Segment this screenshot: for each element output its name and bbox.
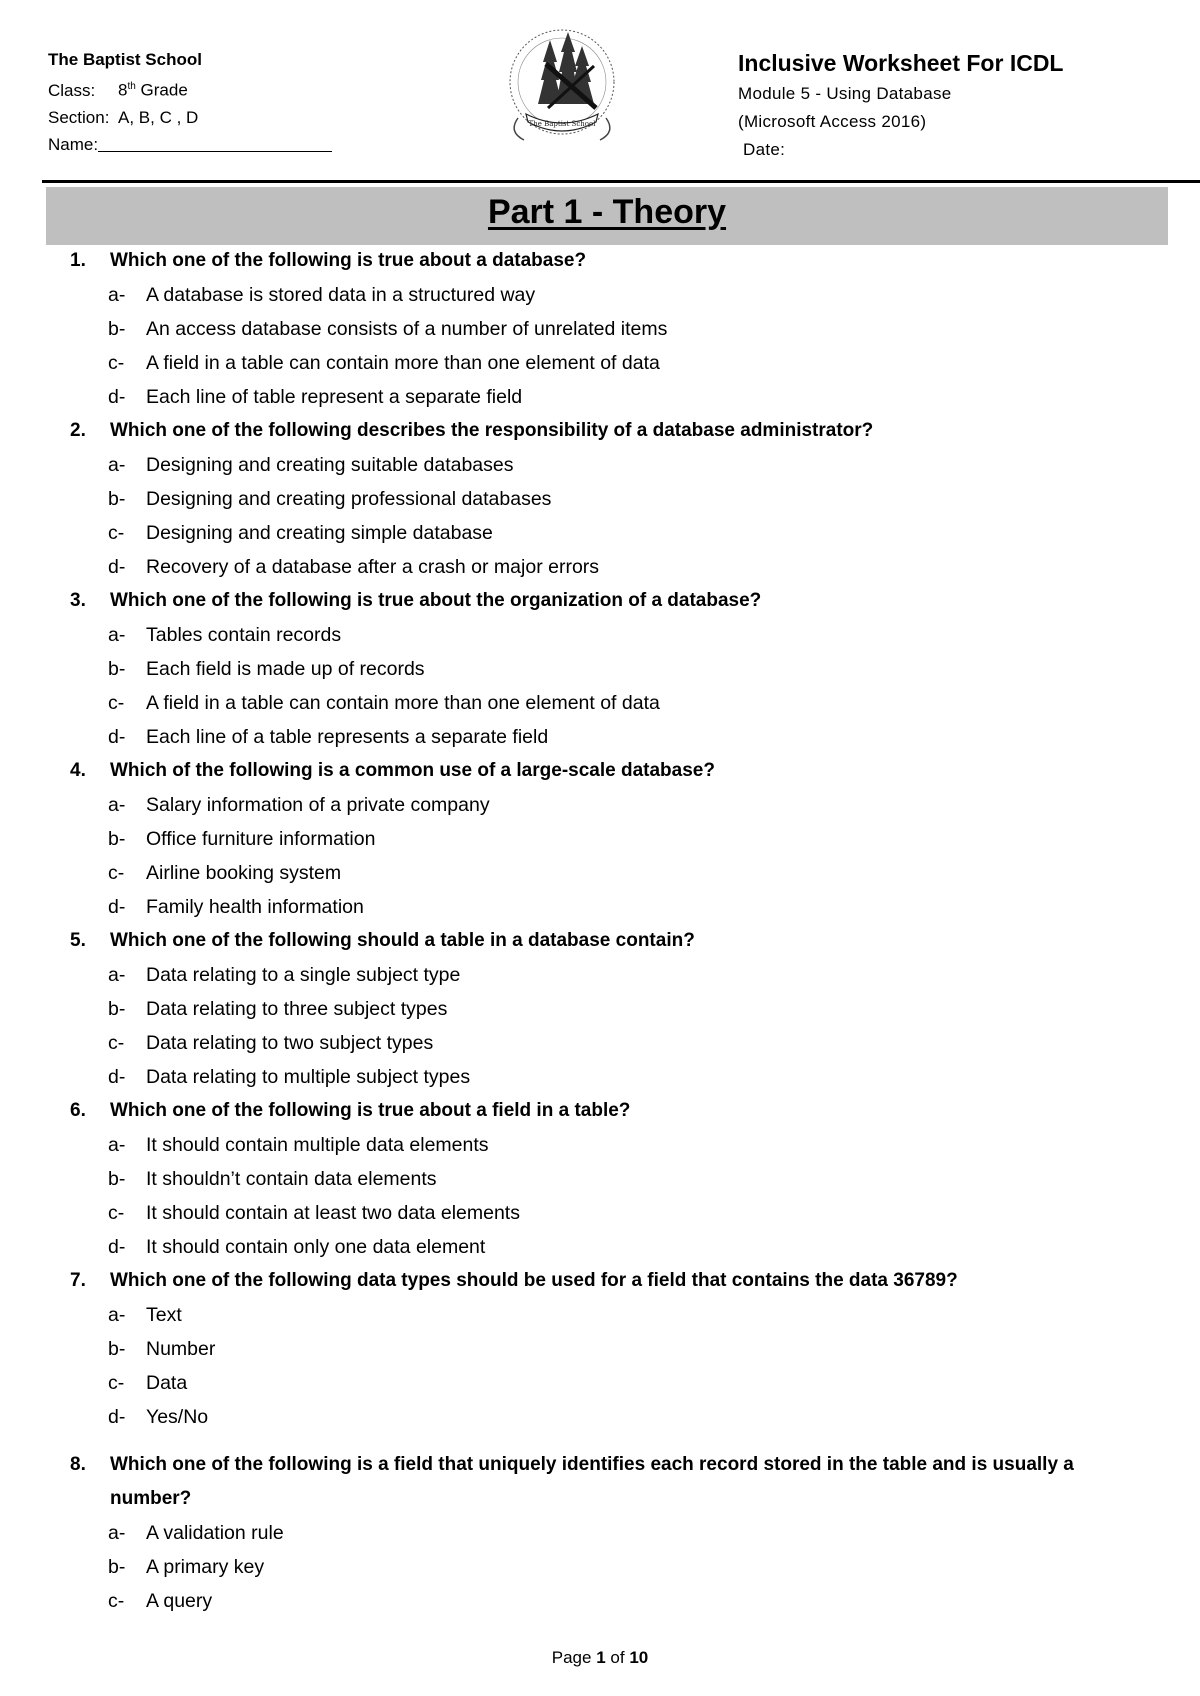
answer-option[interactable] [70,312,1160,346]
question-text: Which one of the following is true about a database? [110,250,587,271]
option-text: Each line of table represent a separate field [146,386,523,408]
option-text: Designing and creating suitable databases [146,454,514,476]
answer-option[interactable] [70,652,1160,686]
option-text: It should contain multiple data elements [146,1134,489,1156]
total-pages: 10 [629,1648,649,1667]
worksheet-header [0,0,1200,185]
option-letter: a- [108,1134,126,1156]
option-text: Designing and creating professional databases [146,488,552,510]
answer-option[interactable] [70,1230,1160,1264]
section-banner [46,187,1168,245]
option-text: Data relating to multiple subject types [146,1066,471,1088]
answer-option[interactable] [70,788,1160,822]
question-8 [70,1448,1160,1618]
question-number: 5. [70,930,86,951]
option-text: Text [146,1304,182,1326]
question-number: 6. [70,1100,86,1121]
option-text: Number [146,1338,216,1360]
option-letter: c- [108,522,125,544]
question-text: Which one of the following is a field that uniquely identifies each record stored in the table and is usually a number? [110,1454,1074,1509]
section-label: Section: [48,107,110,127]
option-text: Data relating to two subject types [146,1032,434,1054]
question-6 [70,1094,1160,1264]
page-word: Page [551,1648,592,1667]
name-field[interactable] [98,133,332,152]
option-text: Data [146,1372,188,1394]
option-text: Salary information of a private company [146,794,490,816]
option-letter: a- [108,284,126,306]
question-number: 4. [70,760,86,781]
option-text: It should contain only one data element [146,1236,486,1258]
question-number: 1. [70,250,86,271]
answer-option[interactable] [70,686,1160,720]
answer-option[interactable] [70,1332,1160,1366]
option-text: A field in a table can contain more than one element of data [146,692,660,714]
option-letter: b- [108,1338,126,1360]
answer-option[interactable] [70,992,1160,1026]
option-text: Each line of a table represents a separate field [146,726,549,748]
answer-option[interactable] [70,1516,1160,1550]
answer-option[interactable] [70,1128,1160,1162]
option-text: Airline booking system [146,862,342,884]
question-2 [70,414,1160,584]
option-text: Recovery of a database after a crash or major errors [146,556,600,578]
of-word: of [610,1648,625,1667]
question-4 [70,754,1160,924]
question-number: 2. [70,420,86,441]
option-letter: a- [108,624,126,646]
answer-option[interactable] [70,482,1160,516]
question-7 [70,1264,1160,1434]
option-letter: c- [108,1372,125,1394]
answer-option[interactable] [70,1298,1160,1332]
question-text: Which one of the following data types should be used for a field that contains the data 36789? [110,1270,958,1291]
answer-option[interactable] [70,278,1160,312]
option-text: It shouldn’t contain data elements [146,1168,437,1190]
option-text: Tables contain records [146,624,342,646]
question-text: Which of the following is a common use of a large-scale database? [110,760,715,781]
option-letter: b- [108,828,126,850]
class-grade-word: Grade [140,80,188,100]
option-text: Designing and creating simple database [146,522,493,544]
option-text: Family health information [146,896,364,918]
worksheet-info [738,46,1063,164]
option-letter: a- [108,1304,126,1326]
option-text: A validation rule [146,1522,284,1544]
option-letter: c- [108,1202,125,1224]
option-text: A primary key [146,1556,265,1578]
answer-option[interactable] [70,1366,1160,1400]
answer-option[interactable] [70,720,1160,754]
section-line [48,104,332,131]
option-letter: a- [108,964,126,986]
answer-option[interactable] [70,516,1160,550]
date-label: Date: [743,140,786,159]
option-letter: d- [108,1406,126,1428]
answer-option[interactable] [70,958,1160,992]
worksheet-title: Inclusive Worksheet For ICDL [738,50,1064,76]
class-label: Class: [48,80,96,100]
class-grade-suffix: th [127,81,136,92]
option-letter: c- [108,1590,125,1612]
answer-option[interactable] [70,448,1160,482]
student-info [48,46,332,158]
question-number: 7. [70,1270,86,1291]
question-5 [70,924,1160,1094]
option-letter: b- [108,1556,126,1578]
answer-option[interactable] [70,1584,1160,1618]
answer-option[interactable] [70,1162,1160,1196]
answer-option[interactable] [70,1400,1160,1434]
question-text: Which one of the following is true about a field in a table? [110,1100,631,1121]
section-value: A, B, C , D [118,107,199,127]
question-text: Which one of the following is true about the organization of a database? [110,590,762,611]
answer-option[interactable] [70,380,1160,414]
question-list [70,244,1160,1618]
answer-option[interactable] [70,890,1160,924]
question-number: 8. [70,1454,86,1475]
option-letter: c- [108,862,125,884]
option-text: A field in a table can contain more than one element of data [146,352,660,374]
question-text: Which one of the following should a table in a database contain? [110,930,695,951]
option-letter: d- [108,726,126,748]
answer-option[interactable] [70,346,1160,380]
question-text: Which one of the following describes the responsibility of a database administrator? [110,420,874,441]
option-letter: b- [108,658,126,680]
class-line [48,73,332,104]
option-letter: a- [108,454,126,476]
option-letter: c- [108,692,125,714]
option-text: Office furniture information [146,828,376,850]
option-letter: d- [108,386,126,408]
option-letter: b- [108,488,126,510]
option-letter: c- [108,1032,125,1054]
option-letter: b- [108,1168,126,1190]
answer-option[interactable] [70,1026,1160,1060]
option-letter: b- [108,998,126,1020]
header-divider [42,180,1200,183]
answer-option[interactable] [70,618,1160,652]
option-text: An access database consists of a number of unrelated items [146,318,668,340]
option-text: Data relating to three subject types [146,998,448,1020]
question-1 [70,244,1160,414]
spacer [70,1434,1160,1448]
logo-text: The Baptist School [528,120,596,128]
page-footer [0,1648,1200,1668]
question-number: 3. [70,590,86,611]
option-text: Data relating to a single subject type [146,964,461,986]
option-text: It should contain at least two data elements [146,1202,520,1224]
option-letter: b- [108,318,126,340]
class-grade-number: 8 [118,80,128,100]
section-title: Part 1 - Theory [487,193,727,231]
school-logo [498,22,626,150]
option-letter: d- [108,1236,126,1258]
option-letter: a- [108,794,126,816]
option-text: Each field is made up of records [146,658,425,680]
option-letter: d- [108,556,126,578]
name-label: Name: [48,134,99,154]
option-letter: d- [108,1066,126,1088]
page-number: 1 [596,1648,606,1667]
answer-option[interactable] [70,1196,1160,1230]
option-text: A database is stored data in a structured way [146,284,536,306]
answer-option[interactable] [70,1060,1160,1094]
option-letter: c- [108,352,125,374]
answer-option[interactable] [70,550,1160,584]
option-letter: d- [108,896,126,918]
answer-option[interactable] [70,1550,1160,1584]
answer-option[interactable] [70,822,1160,856]
module-name: Module 5 - Using Database [738,84,952,103]
software-name: (Microsoft Access 2016) [738,112,927,131]
school-name: The Baptist School [48,50,202,69]
question-3 [70,584,1160,754]
name-line [48,131,332,158]
option-letter: a- [108,1522,126,1544]
option-text: A query [146,1590,213,1612]
option-text: Yes/No [146,1406,209,1428]
answer-option[interactable] [70,856,1160,890]
